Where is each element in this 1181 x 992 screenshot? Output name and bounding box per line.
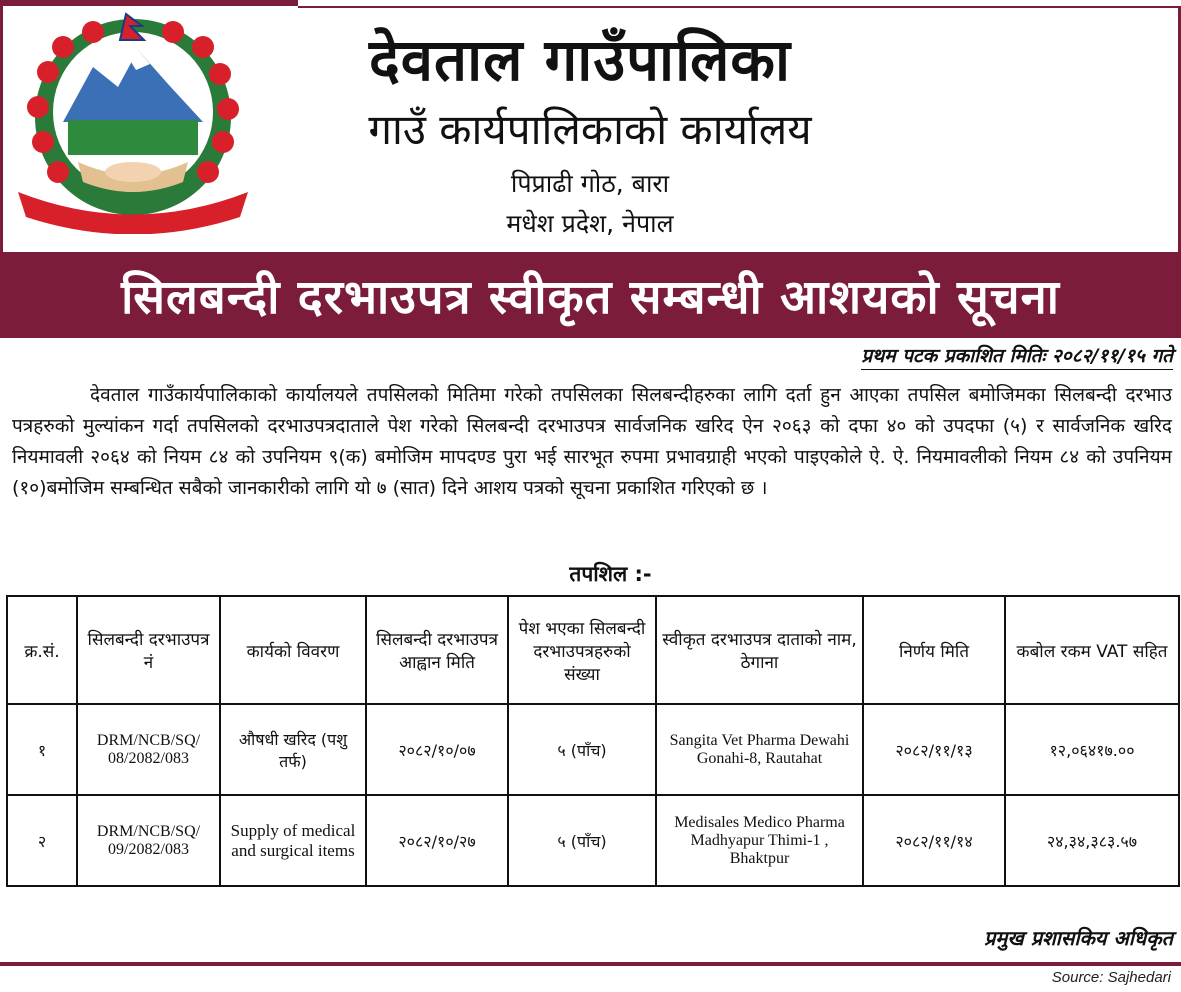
- signatory: प्रमुख प्रशासकिय अधिकृत: [984, 926, 1173, 950]
- cell-amount: १२,०६४१७.००: [1005, 704, 1179, 795]
- header-call-date: सिलबन्दी दरभाउपत्र आह्वान मिति: [366, 596, 508, 704]
- notice-body: देवताल गाउँकार्यपालिकाको कार्यालयले तपसिलको मितिमा गरेको तपसिलका सिलबन्दीहरुका लागि दर्ता हुन आएका तपसिल बमोजिमका सिलबन्दी दरभाउ पत्रहरुको मुल्यांकन गर्दा तपसिलको दरभाउपत्रदाताले पेश गरेको सिलबन्दी दरभाउपत्र सार्वजनिक खरिद ऐन २०६३ को दफा ४० को उपदफा (५) र सार्वजनिक खरिद नियमावली २०६४ को नियम ८४ को उपनियम ९(क) बमोजिम मापदण्ड पुरा भई सारभूत रुपमा प्रभावग्राही भएको पाइएकोले ऐ. ऐ. नियमावलीको नियम ८४ को उपनियम (१०)बमोजिम सम्बन्धित सबैको जानकारीको लागि यो ७ (सात) दिने आशय पत्रको सूचना प्रकाशित गरिएको छ ।: [12, 384, 1172, 499]
- header-work: कार्यको विवरण: [220, 596, 366, 704]
- source-credit: Source: Sajhedari: [1051, 969, 1171, 986]
- cell-bidder: Medisales Medico Pharma Madhyapur Thimi-1 , Bhaktpur: [656, 795, 863, 886]
- table-header-row: [7, 596, 1179, 704]
- cell-sn: १: [7, 704, 77, 795]
- nepal-emblem-icon: [8, 12, 258, 234]
- cell-call-date: २०८२/१०/०७: [366, 704, 508, 795]
- address-line-1: पिप्राढी गोठ, बारा: [510, 169, 670, 198]
- address-line-2: मधेश प्रदेश, नेपाल: [506, 209, 674, 238]
- cell-amount: २४,३४,३८३.५७: [1005, 795, 1179, 886]
- office-title: गाउँ कार्यपालिकाको कार्यालय: [368, 105, 812, 154]
- tapashil-heading: तपशिल :-: [569, 562, 652, 586]
- cell-bid-no: DRM/NCB/SQ/ 08/2082/083: [77, 704, 220, 795]
- cell-bidder: Sangita Vet Pharma Dewahi Gonahi-8, Rautahat: [656, 704, 863, 795]
- cell-work: औषधी खरिद (पशु तर्फ): [220, 704, 366, 795]
- cell-count: ५ (पाँच): [508, 795, 656, 886]
- header-amount: कबोल रकम VAT सहित: [1005, 596, 1179, 704]
- footer-divider: [0, 962, 1181, 966]
- cell-call-date: २०८२/१०/२७: [366, 795, 508, 886]
- cell-bid-no: DRM/NCB/SQ/ 09/2082/083: [77, 795, 220, 886]
- cell-sn: २: [7, 795, 77, 886]
- cell-work: Supply of medical and surgical items: [220, 795, 366, 886]
- header-bidder: स्वीकृत दरभाउपत्र दाताको नाम, ठेगाना: [656, 596, 863, 704]
- cell-count: ५ (पाँच): [508, 704, 656, 795]
- table-row: [7, 704, 1179, 795]
- cell-decision-date: २०८२/११/१३: [863, 704, 1005, 795]
- header-decision-date: निर्णय मिति: [863, 596, 1005, 704]
- header-top-strip: [298, 0, 1181, 8]
- header-bid-no: सिलबन्दी दरभाउपत्र नं: [77, 596, 220, 704]
- notice-title: सिलबन्दी दरभाउपत्र स्वीकृत सम्बन्धी आशयको सूचना: [121, 270, 1060, 325]
- published-date: प्रथम पटक प्रकाशित मितिः २०८२/११/१५ गते: [861, 342, 1173, 370]
- bid-table: [6, 595, 1180, 887]
- municipality-title: देवताल गाउँपालिका: [369, 26, 791, 94]
- table-row: [7, 795, 1179, 886]
- cell-decision-date: २०८२/११/१४: [863, 795, 1005, 886]
- header-sn: क्र.सं.: [7, 596, 77, 704]
- notice-banner: [0, 252, 1181, 338]
- header-count: पेश भएका सिलबन्दी दरभाउपत्रहरुको संख्या: [508, 596, 656, 704]
